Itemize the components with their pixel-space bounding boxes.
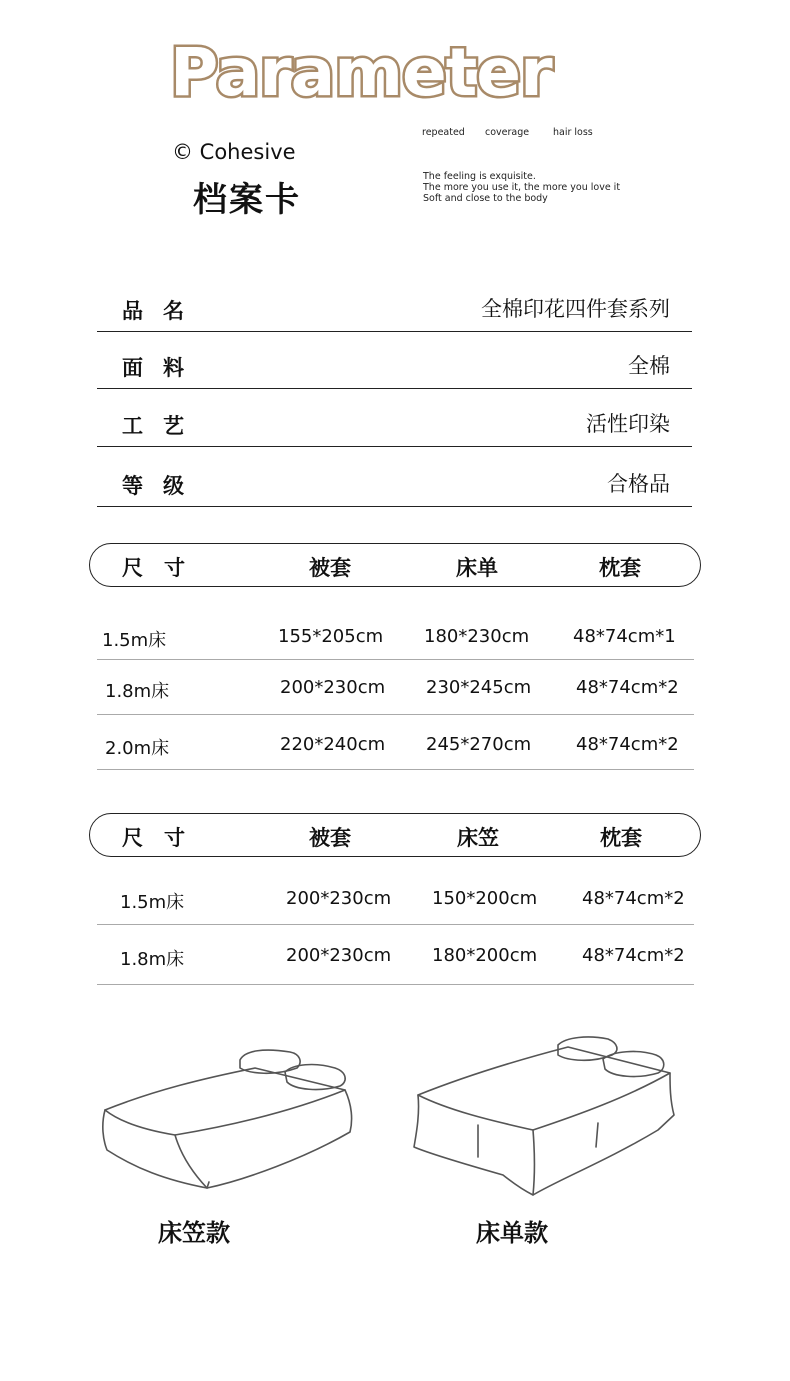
info-value: 全棉	[628, 354, 670, 378]
header-cell: 被套	[309, 826, 351, 850]
fitted-sheet-illustration	[95, 1040, 365, 1200]
table-row	[97, 925, 694, 985]
table-cell: 180*200cm	[432, 945, 538, 966]
info-row-grade	[97, 450, 692, 507]
table-cell: 230*245cm	[426, 677, 532, 698]
table-cell: 2.0m床	[105, 738, 170, 759]
info-value: 活性印染	[586, 412, 670, 436]
info-label: 品名	[122, 299, 204, 323]
info-value: 全棉印花四件套系列	[481, 297, 670, 321]
table-cell: 48*74cm*2	[576, 734, 679, 755]
table-cell: 180*230cm	[424, 626, 530, 647]
flat-sheet-illustration	[408, 1035, 683, 1200]
table-row	[97, 610, 694, 660]
info-value: 合格品	[607, 472, 670, 496]
table-cell: 150*200cm	[432, 888, 538, 909]
fitted-sheet-caption: 床笠款	[158, 1219, 230, 1247]
header-cell: 枕套	[600, 826, 642, 850]
table-cell: 1.5m床	[120, 892, 185, 913]
table-row	[97, 715, 694, 770]
table-cell: 48*74cm*2	[582, 945, 685, 966]
info-label: 工艺	[122, 414, 204, 438]
table-cell: 200*230cm	[286, 888, 392, 909]
tag-item: coverage	[485, 127, 530, 138]
header-cell: 尺 寸	[122, 826, 185, 850]
table-row	[97, 870, 694, 925]
table-cell: 220*240cm	[280, 734, 386, 755]
table-cell: 48*74cm*2	[576, 677, 679, 698]
table-cell: 48*74cm*1	[573, 626, 676, 647]
tag-item: hair loss	[553, 127, 593, 138]
archive-title: 档案卡	[193, 180, 301, 220]
page-title: Parameter	[170, 34, 552, 111]
feeling-line: The more you use it, the more you love it	[423, 182, 621, 193]
table-cell: 155*205cm	[278, 626, 384, 647]
header-cell: 枕套	[599, 556, 641, 580]
table-cell: 245*270cm	[426, 734, 532, 755]
table-cell: 48*74cm*2	[582, 888, 685, 909]
table-cell: 1.5m床	[102, 630, 167, 651]
table-cell: 1.8m床	[105, 681, 170, 702]
table-row	[97, 660, 694, 715]
tag-list	[422, 127, 593, 138]
table-cell: 1.8m床	[120, 949, 185, 970]
feeling-text	[423, 171, 620, 204]
feeling-line: Soft and close to the body	[423, 193, 548, 204]
size-table-1-header	[89, 543, 701, 587]
info-row-fabric	[97, 332, 692, 389]
info-label: 面料	[122, 356, 204, 380]
header-cell: 床单	[456, 556, 498, 580]
header-cell: 被套	[309, 556, 351, 580]
flat-sheet-caption: 床单款	[476, 1219, 548, 1247]
info-row-name	[97, 275, 692, 332]
header-cell: 尺 寸	[122, 556, 185, 580]
size-table-2-header	[89, 813, 701, 857]
table-cell: 200*230cm	[286, 945, 392, 966]
info-row-craft	[97, 390, 692, 447]
table-cell: 200*230cm	[280, 677, 386, 698]
tag-item: repeated	[422, 127, 465, 138]
brand-name: © Cohesive	[172, 140, 296, 164]
info-label: 等级	[122, 474, 204, 498]
header-cell: 床笠	[457, 826, 499, 850]
feeling-line: The feeling is exquisite.	[423, 171, 536, 182]
